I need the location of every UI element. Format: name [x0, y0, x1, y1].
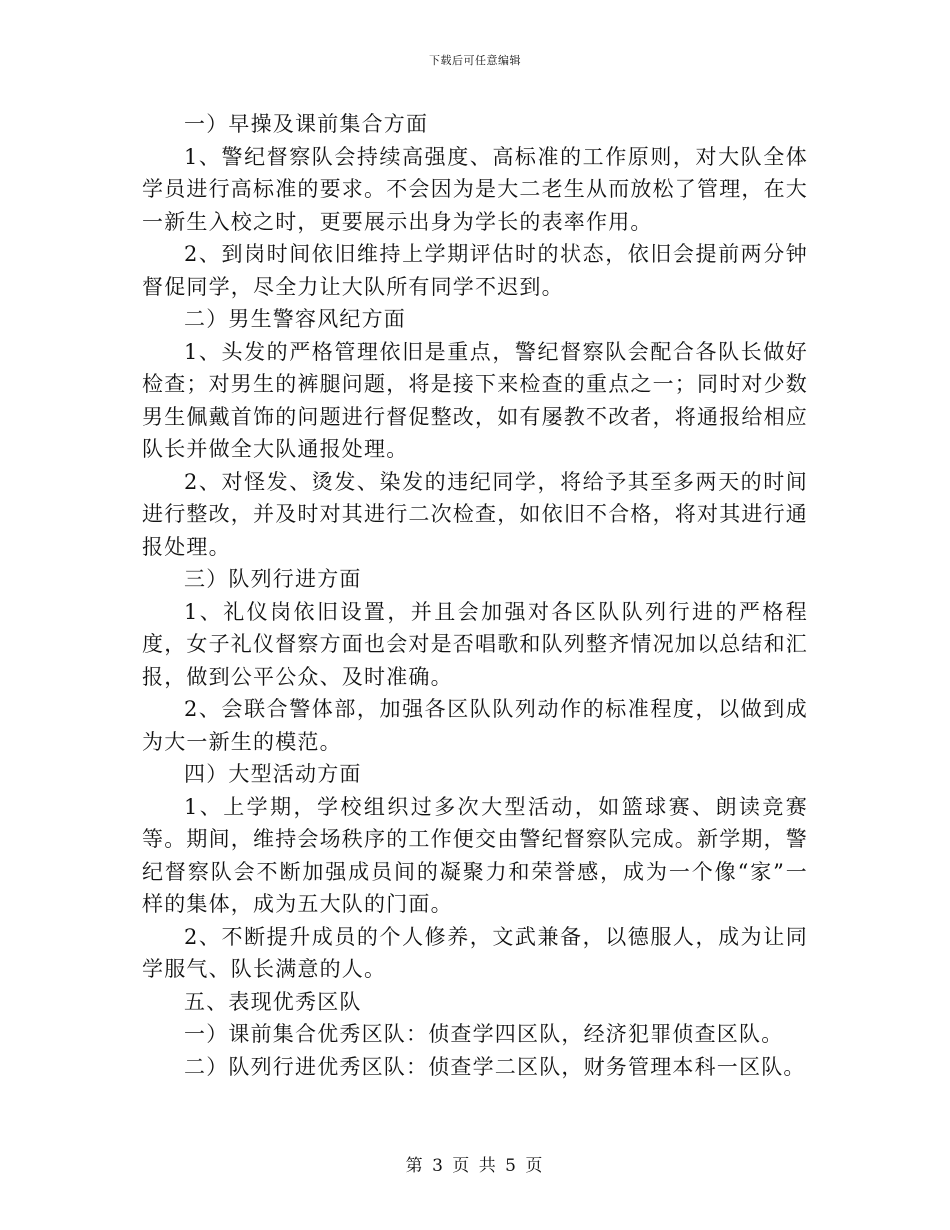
section-heading-excellent-teams: 五、表现优秀区队: [184, 989, 362, 1014]
section-heading-morning-exercise: 一）早操及课前集合方面: [184, 112, 429, 136]
paragraph: 2、会联合警体部，加强各区队队列动作的标准程度，以做到成为大一新生的模范。: [142, 697, 808, 754]
paragraph: 2、对怪发、烫发、染发的违纪同学，将给予其至多两天的时间进行整改，并及时对其进行二次检查，如依旧不合格，将对其进行通报处理。: [142, 469, 808, 559]
paragraph: 1、礼仪岗依旧设置，并且会加强对各区队队列行进的严格程度，女子礼仪督察方面也会对是否唱歌和队列整齐情况加以总结和汇报，做到公平公众、及时准确。: [142, 599, 808, 689]
paragraph: 1、上学期，学校组织过多次大型活动，如篮球赛、朗读竞赛等。期间，维持会场秩序的工作便交由警纪督察队完成。新学期，警纪督察队会不断加强成员间的凝聚力和荣誉感，成为一个像“家”一样的集体，成为五大队的门面。: [142, 794, 808, 916]
section-heading-large-events: 四）大型活动方面: [184, 762, 362, 786]
paragraph: 2、到岗时间依旧维持上学期评估时的状态，依旧会提前两分钟督促同学，尽全力让大队所有同学不迟到。: [142, 242, 808, 299]
paragraph: 1、警纪督察队会持续高强度、高标准的工作原则，对大队全体学员进行高标准的要求。不会因为是大二老生从而放松了管理，在大一新生入校之时，更要展示出身为学长的表率作用。: [142, 144, 808, 234]
paragraph: 一）课前集合优秀区队：侦查学四区队，经济犯罪侦查区队。: [184, 1022, 784, 1046]
paragraph: 二）队列行进优秀区队：侦查学二区队，财务管理本科一区队。: [184, 1054, 806, 1079]
document-body: [142, 108, 808, 1083]
paragraph: 1、头发的严格管理依旧是重点，警纪督察队会配合各队长做好检查；对男生的裤腿问题，将是接下来检查的重点之一；同时对少数男生佩戴首饰的问题进行督促整改，如有屡教不改者，将通报给相应队长并做全大队通报处理。: [142, 339, 808, 461]
paragraph: 2、不断提升成员的个人修养，文武兼备，以德服人，成为让同学服气、队长满意的人。: [142, 924, 808, 981]
page-header: 下载后可任意编辑: [429, 54, 521, 67]
page-footer: 第 3 页 共 5 页: [405, 1156, 545, 1176]
section-heading-appearance: 二）男生警容风纪方面: [184, 307, 406, 331]
section-heading-marching: 三）队列行进方面: [184, 567, 362, 591]
